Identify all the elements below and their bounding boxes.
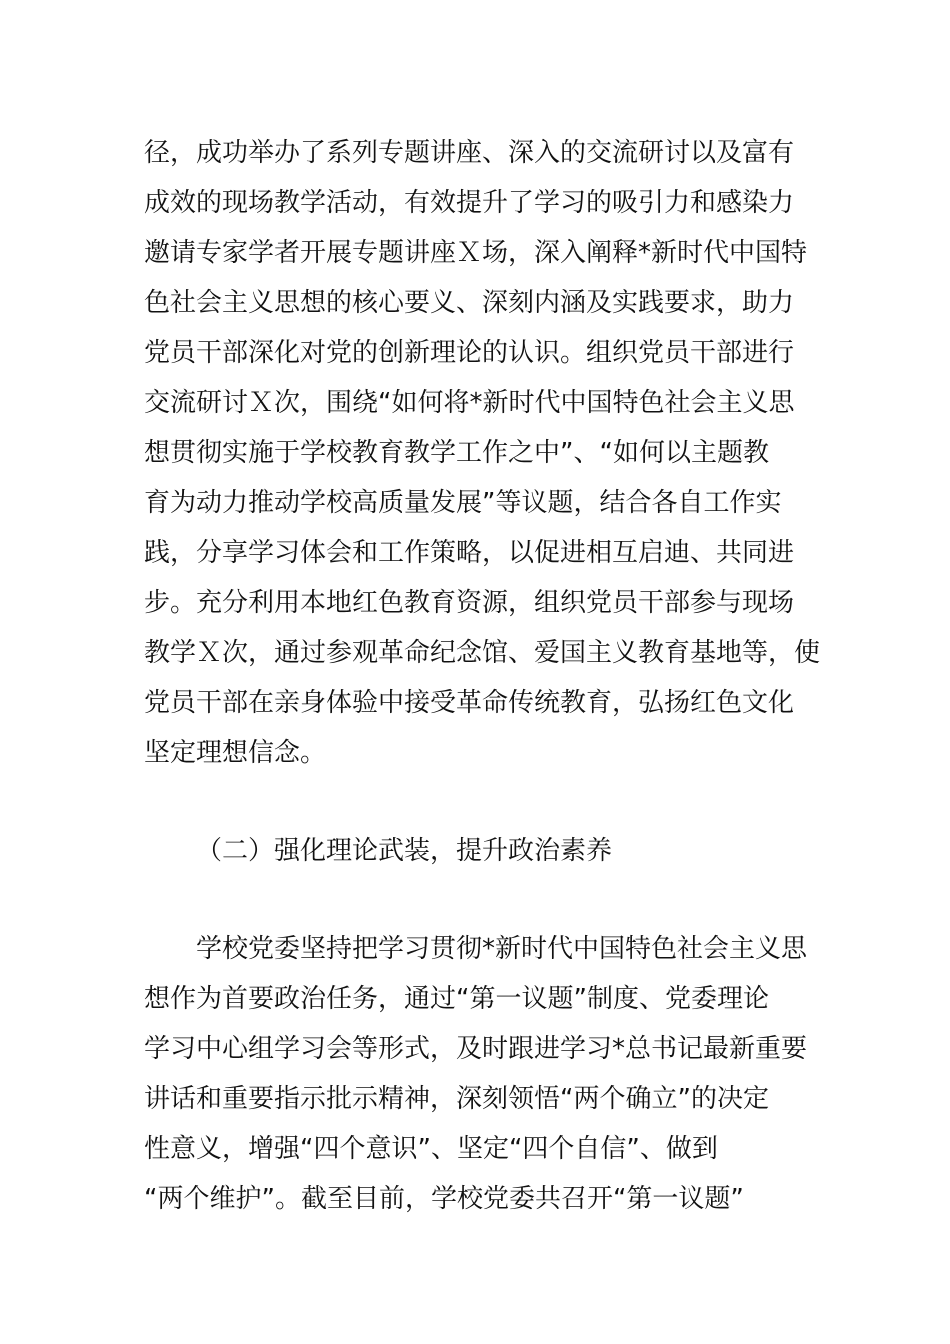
paragraph-2-line-3: 学习中心组学习会等形式，及时跟进学习*总书记最新重要 [144,1034,808,1064]
paragraph-1-line-4: 色社会主义思想的核心要义、深刻内涵及实践要求，助力 [144,288,795,318]
paragraph-1-line-10: 步。充分利用本地红色教育资源，组织党员干部参与现场 [144,588,795,618]
paragraph-1-line-12: 党员干部在亲身体验中接受革命传统教育，弘扬红色文化 [144,688,795,718]
paragraph-1-line-11: 教学Ｘ次，通过参观革命纪念馆、爱国主义教育基地等，使 [144,638,821,668]
paragraph-2-line-4: 讲话和重要指示批示精神，深刻领悟“两个确立”的决定 [144,1084,769,1114]
paragraph-1-line-8: 育为动力推动学校高质量发展”等议题，结合各自工作实 [144,488,782,518]
paragraph-1-line-13: 坚定理想信念。 [144,738,327,768]
paragraph-1-line-7: 想贯彻实施于学校教育教学工作之中”、“如何以主题教 [144,438,769,468]
paragraph-1-line-5: 党员干部深化对党的创新理论的认识。组织党员干部进行 [144,338,795,368]
paragraph-1-line-3: 邀请专家学者开展专题讲座Ｘ场，深入阐释*新时代中国特 [144,238,808,268]
paragraph-1-line-2: 成效的现场教学活动，有效提升了学习的吸引力和感染力 [144,188,795,218]
paragraph-1-line-9: 践，分享学习体会和工作策略，以促进相互启迪、共同进 [144,538,795,568]
paragraph-2-line-1: 学校党委坚持把学习贯彻*新时代中国特色社会主义思 [196,934,808,964]
paragraph-1-line-6: 交流研讨Ｘ次，围绕“如何将*新时代中国特色社会主义思 [144,388,795,418]
section-heading: （二）强化理论武装，提升政治素养 [196,836,613,866]
paragraph-1-line-1: 径，成功举办了系列专题讲座、深入的交流研讨以及富有 [144,138,795,168]
paragraph-2-line-2: 想作为首要政治任务，通过“第一议题”制度、党委理论 [144,984,769,1014]
paragraph-2-line-6: “两个维护”。截至目前，学校党委共召开“第一议题” [144,1184,744,1214]
paragraph-2-line-5: 性意义，增强“四个意识”、坚定“四个自信”、做到 [144,1134,718,1164]
